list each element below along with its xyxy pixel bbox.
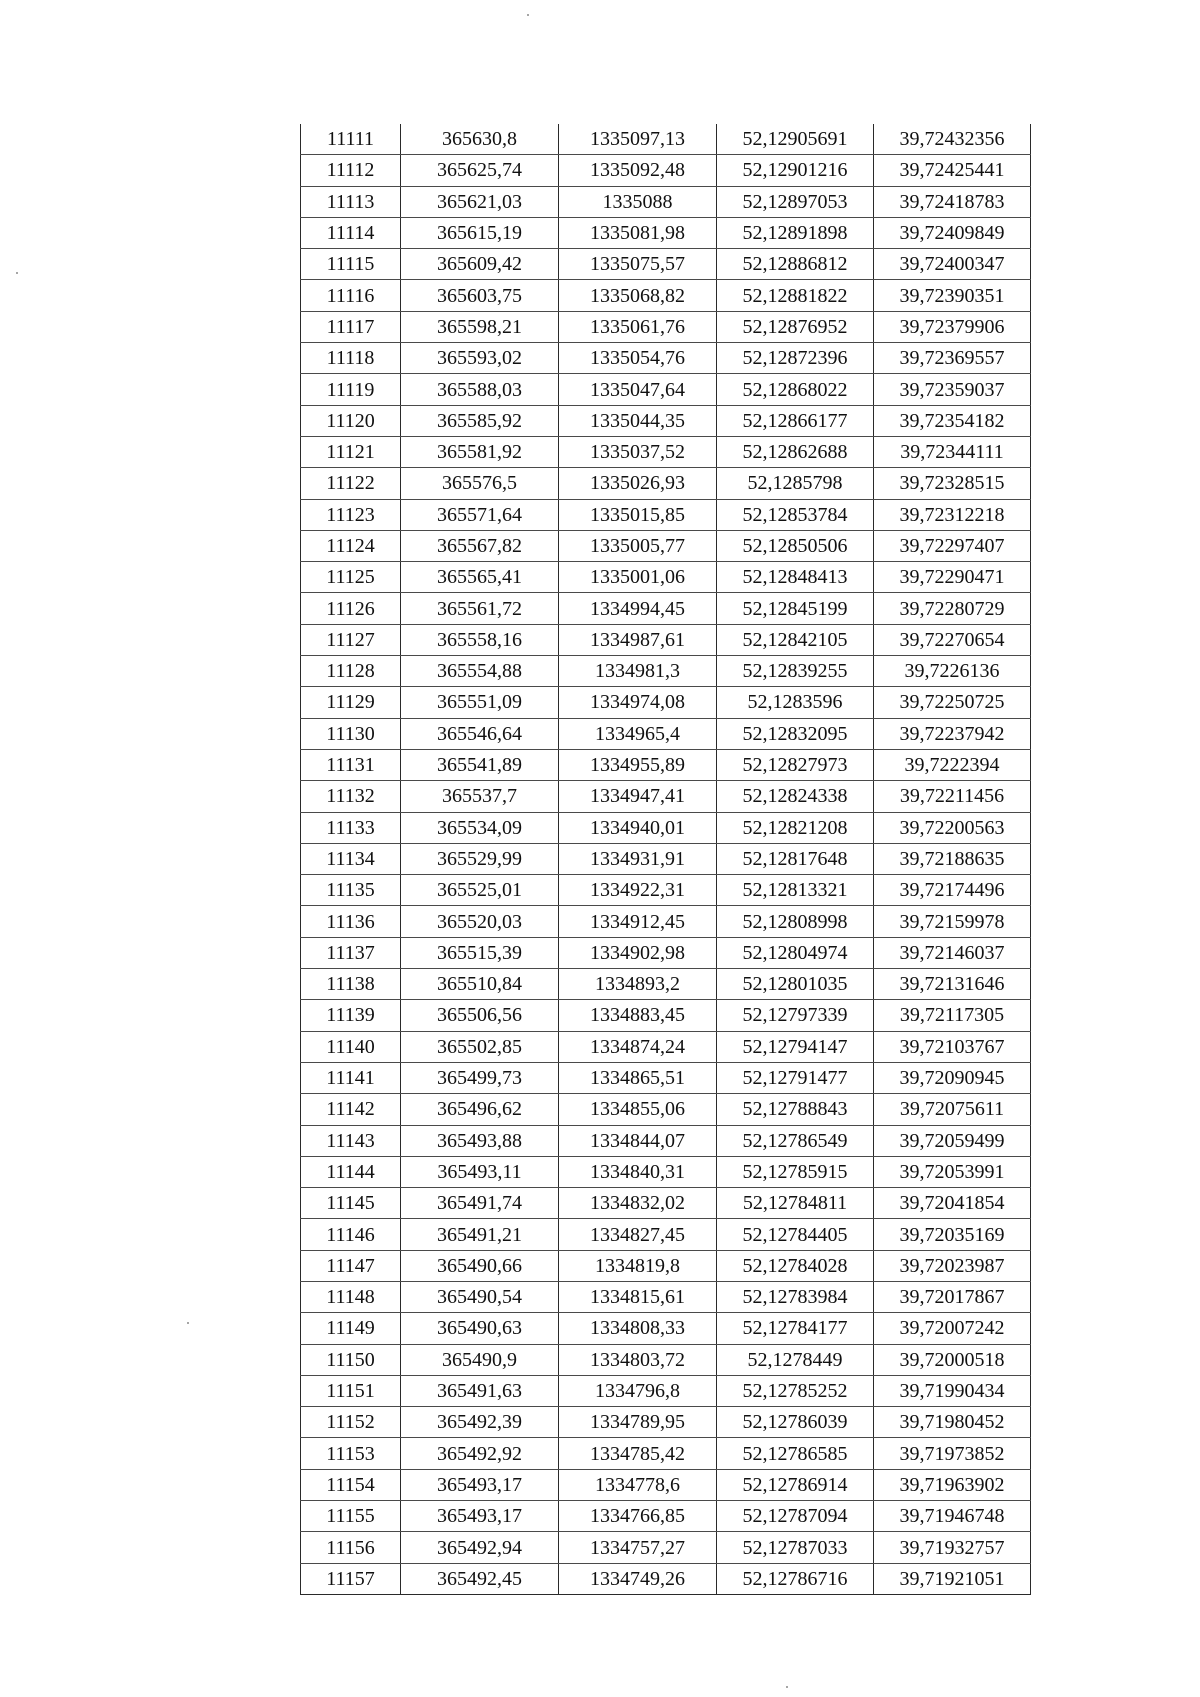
longitude-cell: 39,72312218	[874, 499, 1031, 530]
coordinates-table-body	[301, 124, 1031, 1594]
longitude-cell: 39,72400347	[874, 249, 1031, 280]
latitude-cell: 52,12797339	[717, 1000, 874, 1031]
longitude-cell: 39,72059499	[874, 1125, 1031, 1156]
longitude-cell: 39,72017867	[874, 1281, 1031, 1312]
latitude-cell: 52,1278449	[717, 1344, 874, 1375]
point-number-cell: 11130	[301, 718, 401, 749]
latitude-cell: 52,12866177	[717, 405, 874, 436]
x-coordinate-cell: 365493,11	[401, 1156, 559, 1187]
latitude-cell: 52,12788843	[717, 1094, 874, 1125]
point-number-cell: 11153	[301, 1438, 401, 1469]
point-number-cell: 11156	[301, 1532, 401, 1563]
y-coordinate-cell: 1335037,52	[559, 436, 717, 467]
latitude-cell: 52,12832095	[717, 718, 874, 749]
latitude-cell: 52,12784177	[717, 1313, 874, 1344]
latitude-cell: 52,12784811	[717, 1188, 874, 1219]
x-coordinate-cell: 365490,66	[401, 1250, 559, 1281]
longitude-cell: 39,72432356	[874, 124, 1031, 155]
x-coordinate-cell: 365529,99	[401, 843, 559, 874]
latitude-cell: 52,12791477	[717, 1062, 874, 1093]
y-coordinate-cell: 1334778,6	[559, 1469, 717, 1500]
latitude-cell: 52,12787094	[717, 1501, 874, 1532]
y-coordinate-cell: 1335026,93	[559, 468, 717, 499]
table-row	[301, 749, 1031, 780]
point-number-cell: 11115	[301, 249, 401, 280]
table-row	[301, 781, 1031, 812]
point-number-cell: 11118	[301, 343, 401, 374]
longitude-cell: 39,72237942	[874, 718, 1031, 749]
latitude-cell: 52,12891898	[717, 217, 874, 248]
y-coordinate-cell: 1334855,06	[559, 1094, 717, 1125]
y-coordinate-cell: 1335015,85	[559, 499, 717, 530]
latitude-cell: 52,12801035	[717, 969, 874, 1000]
table-row	[301, 405, 1031, 436]
coordinates-table	[300, 124, 1031, 1595]
x-coordinate-cell: 365541,89	[401, 749, 559, 780]
point-number-cell: 11136	[301, 906, 401, 937]
y-coordinate-cell: 1334994,45	[559, 593, 717, 624]
table-row	[301, 1125, 1031, 1156]
y-coordinate-cell: 1334796,8	[559, 1375, 717, 1406]
table-row	[301, 1031, 1031, 1062]
table-row	[301, 624, 1031, 655]
y-coordinate-cell: 1335075,57	[559, 249, 717, 280]
y-coordinate-cell: 1334832,02	[559, 1188, 717, 1219]
longitude-cell: 39,72211456	[874, 781, 1031, 812]
latitude-cell: 52,12786039	[717, 1407, 874, 1438]
longitude-cell: 39,7226136	[874, 656, 1031, 687]
x-coordinate-cell: 365565,41	[401, 562, 559, 593]
table-row	[301, 1156, 1031, 1187]
point-number-cell: 11116	[301, 280, 401, 311]
x-coordinate-cell: 365493,17	[401, 1469, 559, 1500]
table-row	[301, 1501, 1031, 1532]
point-number-cell: 11128	[301, 656, 401, 687]
x-coordinate-cell: 365492,39	[401, 1407, 559, 1438]
y-coordinate-cell: 1334865,51	[559, 1062, 717, 1093]
longitude-cell: 39,72297407	[874, 530, 1031, 561]
x-coordinate-cell: 365603,75	[401, 280, 559, 311]
x-coordinate-cell: 365492,45	[401, 1563, 559, 1594]
longitude-cell: 39,72425441	[874, 155, 1031, 186]
latitude-cell: 52,12901216	[717, 155, 874, 186]
y-coordinate-cell: 1335081,98	[559, 217, 717, 248]
x-coordinate-cell: 365499,73	[401, 1062, 559, 1093]
y-coordinate-cell: 1335001,06	[559, 562, 717, 593]
table-row	[301, 374, 1031, 405]
table-row	[301, 1000, 1031, 1031]
point-number-cell: 11152	[301, 1407, 401, 1438]
point-number-cell: 11127	[301, 624, 401, 655]
point-number-cell: 11119	[301, 374, 401, 405]
table-row	[301, 499, 1031, 530]
latitude-cell: 52,12786549	[717, 1125, 874, 1156]
table-row	[301, 186, 1031, 217]
latitude-cell: 52,12808998	[717, 906, 874, 937]
point-number-cell: 11150	[301, 1344, 401, 1375]
point-number-cell: 11146	[301, 1219, 401, 1250]
scan-speck	[16, 272, 18, 274]
y-coordinate-cell: 1334844,07	[559, 1125, 717, 1156]
point-number-cell: 11149	[301, 1313, 401, 1344]
longitude-cell: 39,71932757	[874, 1532, 1031, 1563]
y-coordinate-cell: 1334947,41	[559, 781, 717, 812]
longitude-cell: 39,72290471	[874, 562, 1031, 593]
latitude-cell: 52,12786585	[717, 1438, 874, 1469]
point-number-cell: 11123	[301, 499, 401, 530]
longitude-cell: 39,72053991	[874, 1156, 1031, 1187]
longitude-cell: 39,72280729	[874, 593, 1031, 624]
x-coordinate-cell: 365515,39	[401, 937, 559, 968]
y-coordinate-cell: 1335092,48	[559, 155, 717, 186]
point-number-cell: 11120	[301, 405, 401, 436]
longitude-cell: 39,72328515	[874, 468, 1031, 499]
latitude-cell: 52,12848413	[717, 562, 874, 593]
table-row	[301, 1407, 1031, 1438]
point-number-cell: 11131	[301, 749, 401, 780]
longitude-cell: 39,72270654	[874, 624, 1031, 655]
table-row	[301, 1062, 1031, 1093]
y-coordinate-cell: 1334785,42	[559, 1438, 717, 1469]
x-coordinate-cell: 365585,92	[401, 405, 559, 436]
scan-speck	[786, 1686, 788, 1688]
latitude-cell: 52,12876952	[717, 311, 874, 342]
longitude-cell: 39,72090945	[874, 1062, 1031, 1093]
x-coordinate-cell: 365621,03	[401, 186, 559, 217]
point-number-cell: 11147	[301, 1250, 401, 1281]
point-number-cell: 11113	[301, 186, 401, 217]
x-coordinate-cell: 365493,17	[401, 1501, 559, 1532]
table-row	[301, 280, 1031, 311]
table-row	[301, 969, 1031, 1000]
latitude-cell: 52,12881822	[717, 280, 874, 311]
y-coordinate-cell: 1334981,3	[559, 656, 717, 687]
point-number-cell: 11140	[301, 1031, 401, 1062]
latitude-cell: 52,12868022	[717, 374, 874, 405]
y-coordinate-cell: 1335061,76	[559, 311, 717, 342]
y-coordinate-cell: 1334893,2	[559, 969, 717, 1000]
y-coordinate-cell: 1335097,13	[559, 124, 717, 155]
longitude-cell: 39,71921051	[874, 1563, 1031, 1594]
x-coordinate-cell: 365567,82	[401, 530, 559, 561]
y-coordinate-cell: 1334789,95	[559, 1407, 717, 1438]
x-coordinate-cell: 365490,63	[401, 1313, 559, 1344]
table-row	[301, 1313, 1031, 1344]
x-coordinate-cell: 365491,63	[401, 1375, 559, 1406]
table-row	[301, 124, 1031, 155]
latitude-cell: 52,12784405	[717, 1219, 874, 1250]
point-number-cell: 11137	[301, 937, 401, 968]
y-coordinate-cell: 1334815,61	[559, 1281, 717, 1312]
table-row	[301, 311, 1031, 342]
latitude-cell: 52,12786914	[717, 1469, 874, 1500]
table-row	[301, 687, 1031, 718]
point-number-cell: 11145	[301, 1188, 401, 1219]
y-coordinate-cell: 1335047,64	[559, 374, 717, 405]
latitude-cell: 52,12839255	[717, 656, 874, 687]
latitude-cell: 52,12897053	[717, 186, 874, 217]
x-coordinate-cell: 365502,85	[401, 1031, 559, 1062]
x-coordinate-cell: 365493,88	[401, 1125, 559, 1156]
point-number-cell: 11122	[301, 468, 401, 499]
longitude-cell: 39,72200563	[874, 812, 1031, 843]
table-row	[301, 1375, 1031, 1406]
x-coordinate-cell: 365576,5	[401, 468, 559, 499]
point-number-cell: 11151	[301, 1375, 401, 1406]
longitude-cell: 39,71973852	[874, 1438, 1031, 1469]
x-coordinate-cell: 365593,02	[401, 343, 559, 374]
x-coordinate-cell: 365615,19	[401, 217, 559, 248]
longitude-cell: 39,72000518	[874, 1344, 1031, 1375]
y-coordinate-cell: 1334874,24	[559, 1031, 717, 1062]
x-coordinate-cell: 365492,94	[401, 1532, 559, 1563]
y-coordinate-cell: 1334922,31	[559, 875, 717, 906]
point-number-cell: 11126	[301, 593, 401, 624]
longitude-cell: 39,72075611	[874, 1094, 1031, 1125]
y-coordinate-cell: 1335054,76	[559, 343, 717, 374]
table-row	[301, 436, 1031, 467]
table-row	[301, 1438, 1031, 1469]
latitude-cell: 52,12794147	[717, 1031, 874, 1062]
x-coordinate-cell: 365558,16	[401, 624, 559, 655]
y-coordinate-cell: 1334757,27	[559, 1532, 717, 1563]
y-coordinate-cell: 1334819,8	[559, 1250, 717, 1281]
table-row	[301, 155, 1031, 186]
x-coordinate-cell: 365506,56	[401, 1000, 559, 1031]
table-row	[301, 1344, 1031, 1375]
y-coordinate-cell: 1334840,31	[559, 1156, 717, 1187]
point-number-cell: 11117	[301, 311, 401, 342]
table-row	[301, 875, 1031, 906]
latitude-cell: 52,12824338	[717, 781, 874, 812]
y-coordinate-cell: 1334749,26	[559, 1563, 717, 1594]
y-coordinate-cell: 1334808,33	[559, 1313, 717, 1344]
x-coordinate-cell: 365551,09	[401, 687, 559, 718]
table-row	[301, 843, 1031, 874]
table-row	[301, 1532, 1031, 1563]
latitude-cell: 52,12853784	[717, 499, 874, 530]
latitude-cell: 52,12785252	[717, 1375, 874, 1406]
table-row	[301, 718, 1031, 749]
table-row	[301, 468, 1031, 499]
y-coordinate-cell: 1334827,45	[559, 1219, 717, 1250]
table-row	[301, 217, 1031, 248]
x-coordinate-cell: 365581,92	[401, 436, 559, 467]
y-coordinate-cell: 1334955,89	[559, 749, 717, 780]
x-coordinate-cell: 365492,92	[401, 1438, 559, 1469]
x-coordinate-cell: 365510,84	[401, 969, 559, 1000]
x-coordinate-cell: 365625,74	[401, 155, 559, 186]
table-row	[301, 562, 1031, 593]
point-number-cell: 11114	[301, 217, 401, 248]
latitude-cell: 52,12817648	[717, 843, 874, 874]
longitude-cell: 39,72418783	[874, 186, 1031, 217]
longitude-cell: 39,72390351	[874, 280, 1031, 311]
table-row	[301, 1469, 1031, 1500]
longitude-cell: 39,71980452	[874, 1407, 1031, 1438]
point-number-cell: 11154	[301, 1469, 401, 1500]
latitude-cell: 52,12813321	[717, 875, 874, 906]
x-coordinate-cell: 365571,64	[401, 499, 559, 530]
table-row	[301, 937, 1031, 968]
point-number-cell: 11141	[301, 1062, 401, 1093]
point-number-cell: 11143	[301, 1125, 401, 1156]
y-coordinate-cell: 1334803,72	[559, 1344, 717, 1375]
table-row	[301, 1281, 1031, 1312]
longitude-cell: 39,72023987	[874, 1250, 1031, 1281]
scan-speck	[187, 1322, 189, 1324]
table-row	[301, 343, 1031, 374]
latitude-cell: 52,12845199	[717, 593, 874, 624]
y-coordinate-cell: 1335005,77	[559, 530, 717, 561]
longitude-cell: 39,72379906	[874, 311, 1031, 342]
y-coordinate-cell: 1334883,45	[559, 1000, 717, 1031]
table-row	[301, 593, 1031, 624]
y-coordinate-cell: 1334965,4	[559, 718, 717, 749]
y-coordinate-cell: 1334987,61	[559, 624, 717, 655]
longitude-cell: 39,72174496	[874, 875, 1031, 906]
point-number-cell: 11121	[301, 436, 401, 467]
longitude-cell: 39,72188635	[874, 843, 1031, 874]
table-row	[301, 249, 1031, 280]
longitude-cell: 39,72250725	[874, 687, 1031, 718]
point-number-cell: 11155	[301, 1501, 401, 1532]
longitude-cell: 39,72103767	[874, 1031, 1031, 1062]
latitude-cell: 52,12786716	[717, 1563, 874, 1594]
table-row	[301, 1563, 1031, 1594]
y-coordinate-cell: 1334766,85	[559, 1501, 717, 1532]
point-number-cell: 11139	[301, 1000, 401, 1031]
longitude-cell: 39,72007242	[874, 1313, 1031, 1344]
latitude-cell: 52,12785915	[717, 1156, 874, 1187]
latitude-cell: 52,12821208	[717, 812, 874, 843]
table-row	[301, 1188, 1031, 1219]
latitude-cell: 52,12850506	[717, 530, 874, 561]
table-row	[301, 1219, 1031, 1250]
table-row	[301, 1094, 1031, 1125]
longitude-cell: 39,72359037	[874, 374, 1031, 405]
latitude-cell: 52,12804974	[717, 937, 874, 968]
y-coordinate-cell: 1334974,08	[559, 687, 717, 718]
x-coordinate-cell: 365546,64	[401, 718, 559, 749]
y-coordinate-cell: 1334931,91	[559, 843, 717, 874]
longitude-cell: 39,7222394	[874, 749, 1031, 780]
longitude-cell: 39,72369557	[874, 343, 1031, 374]
x-coordinate-cell: 365491,21	[401, 1219, 559, 1250]
point-number-cell: 11135	[301, 875, 401, 906]
latitude-cell: 52,1285798	[717, 468, 874, 499]
x-coordinate-cell: 365537,7	[401, 781, 559, 812]
latitude-cell: 52,12842105	[717, 624, 874, 655]
table-row	[301, 812, 1031, 843]
x-coordinate-cell: 365554,88	[401, 656, 559, 687]
point-number-cell: 11132	[301, 781, 401, 812]
latitude-cell: 52,12784028	[717, 1250, 874, 1281]
latitude-cell: 52,12905691	[717, 124, 874, 155]
longitude-cell: 39,72159978	[874, 906, 1031, 937]
x-coordinate-cell: 365520,03	[401, 906, 559, 937]
y-coordinate-cell: 1334912,45	[559, 906, 717, 937]
y-coordinate-cell: 1335068,82	[559, 280, 717, 311]
table-row	[301, 530, 1031, 561]
y-coordinate-cell: 1335088	[559, 186, 717, 217]
latitude-cell: 52,12886812	[717, 249, 874, 280]
point-number-cell: 11112	[301, 155, 401, 186]
point-number-cell: 11129	[301, 687, 401, 718]
scan-speck	[527, 14, 529, 16]
x-coordinate-cell: 365496,62	[401, 1094, 559, 1125]
x-coordinate-cell: 365588,03	[401, 374, 559, 405]
point-number-cell: 11125	[301, 562, 401, 593]
x-coordinate-cell: 365525,01	[401, 875, 559, 906]
point-number-cell: 11142	[301, 1094, 401, 1125]
longitude-cell: 39,72041854	[874, 1188, 1031, 1219]
y-coordinate-cell: 1334940,01	[559, 812, 717, 843]
x-coordinate-cell: 365598,21	[401, 311, 559, 342]
x-coordinate-cell: 365630,8	[401, 124, 559, 155]
longitude-cell: 39,71963902	[874, 1469, 1031, 1500]
longitude-cell: 39,72035169	[874, 1219, 1031, 1250]
longitude-cell: 39,72146037	[874, 937, 1031, 968]
latitude-cell: 52,12787033	[717, 1532, 874, 1563]
x-coordinate-cell: 365490,54	[401, 1281, 559, 1312]
y-coordinate-cell: 1335044,35	[559, 405, 717, 436]
longitude-cell: 39,72117305	[874, 1000, 1031, 1031]
table-row	[301, 656, 1031, 687]
longitude-cell: 39,71990434	[874, 1375, 1031, 1406]
longitude-cell: 39,72131646	[874, 969, 1031, 1000]
point-number-cell: 11157	[301, 1563, 401, 1594]
table-row	[301, 1250, 1031, 1281]
longitude-cell: 39,72354182	[874, 405, 1031, 436]
y-coordinate-cell: 1334902,98	[559, 937, 717, 968]
longitude-cell: 39,72409849	[874, 217, 1031, 248]
x-coordinate-cell: 365609,42	[401, 249, 559, 280]
table-row	[301, 906, 1031, 937]
longitude-cell: 39,71946748	[874, 1501, 1031, 1532]
x-coordinate-cell: 365534,09	[401, 812, 559, 843]
point-number-cell: 11134	[301, 843, 401, 874]
longitude-cell: 39,72344111	[874, 436, 1031, 467]
latitude-cell: 52,12827973	[717, 749, 874, 780]
latitude-cell: 52,1283596	[717, 687, 874, 718]
point-number-cell: 11148	[301, 1281, 401, 1312]
point-number-cell: 11111	[301, 124, 401, 155]
point-number-cell: 11138	[301, 969, 401, 1000]
latitude-cell: 52,12862688	[717, 436, 874, 467]
latitude-cell: 52,12872396	[717, 343, 874, 374]
point-number-cell: 11124	[301, 530, 401, 561]
latitude-cell: 52,12783984	[717, 1281, 874, 1312]
x-coordinate-cell: 365491,74	[401, 1188, 559, 1219]
x-coordinate-cell: 365490,9	[401, 1344, 559, 1375]
point-number-cell: 11133	[301, 812, 401, 843]
point-number-cell: 11144	[301, 1156, 401, 1187]
x-coordinate-cell: 365561,72	[401, 593, 559, 624]
